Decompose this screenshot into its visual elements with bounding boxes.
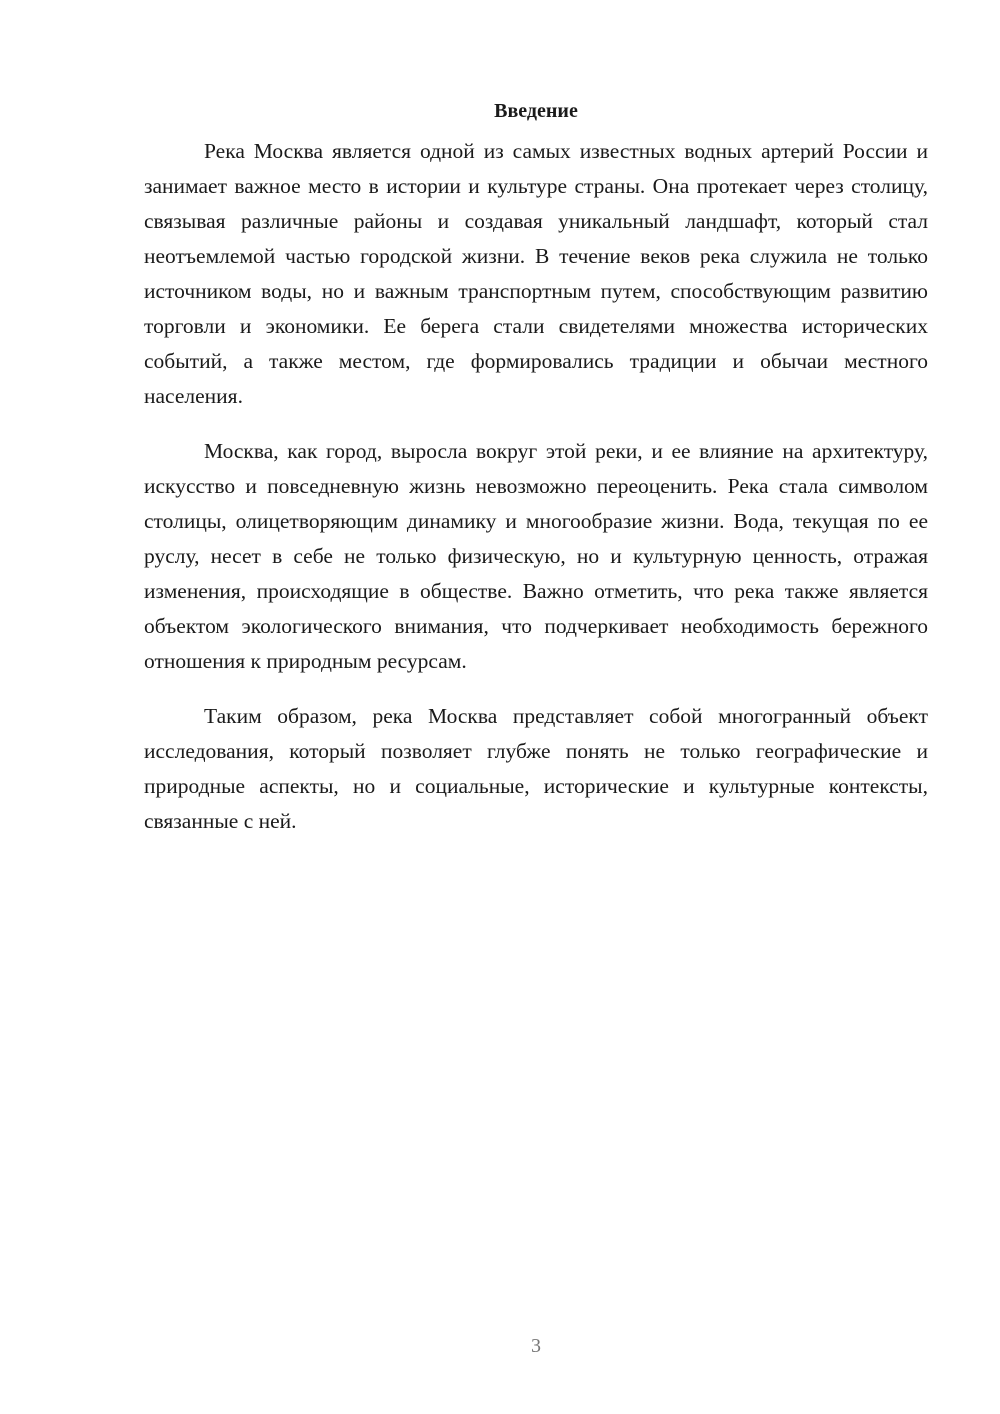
paragraph-1: Река Москва является одной из самых известных водных артерий России и занимает важное место в истории и культуре страны. Она протекает через столицу, связывая различные районы и создавая уникальный ландшафт, который стал неотъемлемой частью городской жизни. В течение веков река служила не только источником воды, но и важным транспортным путем, способствующим развитию торговли и экономики. Ее берега стали свидетелями множества исторических событий, а также местом, где формировались традиции и обычаи местного населения. <box>144 139 928 408</box>
paragraph-3: Таким образом, река Москва представляет собой многогранный объект исследования, который позволяет глубже понять не только географические и природные аспекты, но и социальные, исторические и культурные контексты, связанные с ней. <box>144 704 928 833</box>
page-content <box>144 96 928 859</box>
page-number: 3 <box>531 1335 541 1357</box>
paragraph-2: Москва, как город, выросла вокруг этой реки, и ее влияние на архитектуру, искусство и повседневную жизнь невозможно переоценить. Река стала символом столицы, олицетворяющим динамику и многообразие жизни. Вода, текущая по ее руслу, несет в себе не только физическую, но и культурную ценность, отражая изменения, происходящие в обществе. Важно отметить, что река также является объектом экологического внимания, что подчеркивает необходимость бережного отношения к природным ресурсам. <box>144 439 928 673</box>
section-heading: Введение <box>494 100 578 122</box>
